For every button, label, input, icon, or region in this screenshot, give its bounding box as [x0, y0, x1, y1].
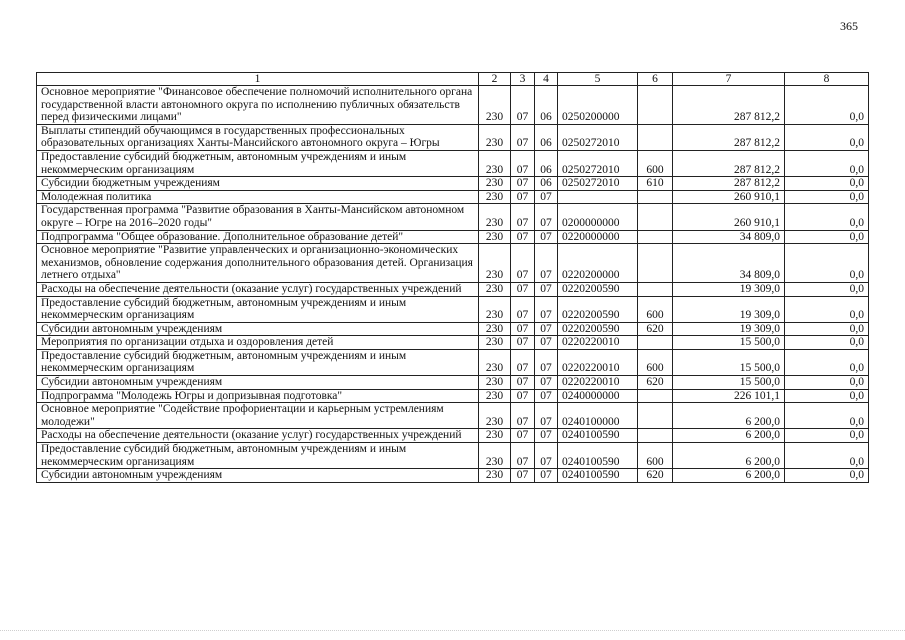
expense-type-cell: 600 [638, 150, 673, 176]
expense-type-cell: 600 [638, 296, 673, 322]
amount-2-cell: 0,0 [785, 429, 869, 443]
row-name-cell: Молодежная политика [37, 190, 479, 204]
row-name-cell: Предоставление субсидий бюджетным, автономным учреждениям и иным некоммерческим организациям [37, 150, 479, 176]
column-header: 1 [37, 73, 479, 86]
expense-type-cell: 620 [638, 322, 673, 336]
target-article-cell: 0220200590 [558, 282, 638, 296]
subsection-cell: 07 [535, 349, 558, 375]
section-cell: 07 [511, 443, 535, 469]
amount-2-cell: 0,0 [785, 124, 869, 150]
amount-cell: 19 309,0 [673, 296, 785, 322]
amount-2-cell: 0,0 [785, 204, 869, 230]
row-name-cell: Подпрограмма "Общее образование. Дополнительное образование детей" [37, 230, 479, 244]
expense-type-cell: 620 [638, 469, 673, 483]
admin-code-cell: 230 [479, 282, 511, 296]
amount-cell: 287 812,2 [673, 86, 785, 125]
target-article-cell: 0220200590 [558, 322, 638, 336]
column-header: 5 [558, 73, 638, 86]
section-cell: 07 [511, 282, 535, 296]
row-name-cell: Мероприятия по организации отдыха и оздоровления детей [37, 336, 479, 350]
section-cell: 07 [511, 376, 535, 390]
subsection-cell: 07 [535, 429, 558, 443]
table-row [37, 469, 869, 483]
admin-code-cell: 230 [479, 86, 511, 125]
target-article-cell: 0220000000 [558, 230, 638, 244]
admin-code-cell: 230 [479, 429, 511, 443]
amount-2-cell: 0,0 [785, 244, 869, 283]
target-article-cell: 0220220010 [558, 336, 638, 350]
expense-type-cell [638, 244, 673, 283]
amount-cell: 6 200,0 [673, 403, 785, 429]
column-header: 6 [638, 73, 673, 86]
section-cell: 07 [511, 322, 535, 336]
subsection-cell: 07 [535, 296, 558, 322]
column-header: 7 [673, 73, 785, 86]
row-name-cell: Государственная программа "Развитие образования в Ханты-Мансийском автономном округе – Югре на 2016–2020 годы" [37, 204, 479, 230]
amount-2-cell: 0,0 [785, 230, 869, 244]
subsection-cell: 06 [535, 124, 558, 150]
table-row [37, 190, 869, 204]
section-cell: 07 [511, 177, 535, 191]
section-cell: 07 [511, 190, 535, 204]
admin-code-cell: 230 [479, 190, 511, 204]
subsection-cell: 07 [535, 469, 558, 483]
section-cell: 07 [511, 296, 535, 322]
subsection-cell: 07 [535, 244, 558, 283]
amount-2-cell: 0,0 [785, 282, 869, 296]
amount-cell: 15 500,0 [673, 349, 785, 375]
section-cell: 07 [511, 403, 535, 429]
expense-type-cell [638, 86, 673, 125]
target-article-cell: 0240100590 [558, 469, 638, 483]
expense-type-cell: 600 [638, 349, 673, 375]
subsection-cell: 07 [535, 282, 558, 296]
amount-cell: 226 101,1 [673, 389, 785, 403]
section-cell: 07 [511, 86, 535, 125]
section-cell: 07 [511, 124, 535, 150]
column-header: 3 [511, 73, 535, 86]
expense-type-cell [638, 282, 673, 296]
column-header: 4 [535, 73, 558, 86]
expense-type-cell [638, 230, 673, 244]
row-name-cell: Предоставление субсидий бюджетным, автономным учреждениям и иным некоммерческим организациям [37, 349, 479, 375]
row-name-cell: Основное мероприятие "Финансовое обеспечение полномочий исполнительного органа государственной власти автономного округа по исполнению публичных обязательств перед физическими лицами" [37, 86, 479, 125]
section-cell: 07 [511, 244, 535, 283]
amount-2-cell: 0,0 [785, 86, 869, 125]
expense-type-cell [638, 389, 673, 403]
amount-cell: 260 910,1 [673, 190, 785, 204]
row-name-cell: Субсидии автономным учреждениям [37, 469, 479, 483]
target-article-cell: 0240100000 [558, 403, 638, 429]
expense-type-cell [638, 403, 673, 429]
admin-code-cell: 230 [479, 349, 511, 375]
table-row [37, 230, 869, 244]
admin-code-cell: 230 [479, 322, 511, 336]
target-article-cell: 0250272010 [558, 177, 638, 191]
amount-2-cell: 0,0 [785, 376, 869, 390]
admin-code-cell: 230 [479, 443, 511, 469]
target-article-cell [558, 190, 638, 204]
row-name-cell: Субсидии бюджетным учреждениям [37, 177, 479, 191]
table-row [37, 336, 869, 350]
amount-cell: 34 809,0 [673, 230, 785, 244]
expense-type-cell: 620 [638, 376, 673, 390]
table-row [37, 177, 869, 191]
expense-type-cell: 610 [638, 177, 673, 191]
row-name-cell: Предоставление субсидий бюджетным, автономным учреждениям и иным некоммерческим организациям [37, 443, 479, 469]
expense-type-cell [638, 124, 673, 150]
admin-code-cell: 230 [479, 376, 511, 390]
amount-2-cell: 0,0 [785, 296, 869, 322]
admin-code-cell: 230 [479, 177, 511, 191]
target-article-cell: 0250200000 [558, 86, 638, 125]
amount-cell: 15 500,0 [673, 336, 785, 350]
row-name-cell: Субсидии автономным учреждениям [37, 322, 479, 336]
amount-2-cell: 0,0 [785, 443, 869, 469]
expense-type-cell [638, 429, 673, 443]
subsection-cell: 07 [535, 336, 558, 350]
admin-code-cell: 230 [479, 204, 511, 230]
row-name-cell: Основное мероприятие "Содействие профориентации и карьерным устремлениям молодежи" [37, 403, 479, 429]
table-row [37, 244, 869, 283]
target-article-cell: 0220200590 [558, 296, 638, 322]
row-name-cell: Расходы на обеспечение деятельности (оказание услуг) государственных учреждений [37, 282, 479, 296]
target-article-cell: 0250272010 [558, 150, 638, 176]
amount-2-cell: 0,0 [785, 322, 869, 336]
amount-2-cell: 0,0 [785, 177, 869, 191]
target-article-cell: 0220220010 [558, 376, 638, 390]
table-row [37, 296, 869, 322]
column-header: 2 [479, 73, 511, 86]
row-name-cell: Субсидии автономным учреждениям [37, 376, 479, 390]
subsection-cell: 06 [535, 86, 558, 125]
target-article-cell: 0200000000 [558, 204, 638, 230]
target-article-cell: 0220200000 [558, 244, 638, 283]
admin-code-cell: 230 [479, 244, 511, 283]
subsection-cell: 06 [535, 150, 558, 176]
subsection-cell: 07 [535, 389, 558, 403]
expense-type-cell: 600 [638, 443, 673, 469]
page-number: 365 [840, 19, 858, 33]
table-row [37, 282, 869, 296]
row-name-cell: Расходы на обеспечение деятельности (оказание услуг) государственных учреждений [37, 429, 479, 443]
amount-cell: 15 500,0 [673, 376, 785, 390]
row-name-cell: Подпрограмма "Молодежь Югры и допризывная подготовка" [37, 389, 479, 403]
amount-cell: 287 812,2 [673, 124, 785, 150]
amount-cell: 6 200,0 [673, 443, 785, 469]
amount-cell: 260 910,1 [673, 204, 785, 230]
section-cell: 07 [511, 204, 535, 230]
amount-2-cell: 0,0 [785, 150, 869, 176]
amount-cell: 34 809,0 [673, 244, 785, 283]
table-row [37, 150, 869, 176]
table-row [37, 86, 869, 125]
subsection-cell: 06 [535, 177, 558, 191]
table-row [37, 349, 869, 375]
table-row [37, 389, 869, 403]
amount-cell: 19 309,0 [673, 322, 785, 336]
section-cell: 07 [511, 150, 535, 176]
admin-code-cell: 230 [479, 469, 511, 483]
section-cell: 07 [511, 349, 535, 375]
admin-code-cell: 230 [479, 230, 511, 244]
subsection-cell: 07 [535, 204, 558, 230]
expense-type-cell [638, 190, 673, 204]
amount-2-cell: 0,0 [785, 190, 869, 204]
table-row [37, 376, 869, 390]
budget-table [36, 72, 869, 483]
table-row [37, 322, 869, 336]
admin-code-cell: 230 [479, 124, 511, 150]
row-name-cell: Предоставление субсидий бюджетным, автономным учреждениям и иным некоммерческим организациям [37, 296, 479, 322]
target-article-cell: 0240100590 [558, 429, 638, 443]
section-cell: 07 [511, 336, 535, 350]
amount-cell: 6 200,0 [673, 469, 785, 483]
amount-2-cell: 0,0 [785, 403, 869, 429]
amount-2-cell: 0,0 [785, 469, 869, 483]
table-row [37, 124, 869, 150]
table-header-row [37, 73, 869, 86]
target-article-cell: 0250272010 [558, 124, 638, 150]
amount-cell: 19 309,0 [673, 282, 785, 296]
row-name-cell: Основное мероприятие "Развитие управленческих и организационно-экономических механизмов, обновление содержания дополнительного образования детей. Организация летнего отдыха" [37, 244, 479, 283]
table-row [37, 443, 869, 469]
amount-cell: 6 200,0 [673, 429, 785, 443]
section-cell: 07 [511, 469, 535, 483]
section-cell: 07 [511, 429, 535, 443]
amount-cell: 287 812,2 [673, 177, 785, 191]
section-cell: 07 [511, 230, 535, 244]
column-header: 8 [785, 73, 869, 86]
subsection-cell: 07 [535, 230, 558, 244]
subsection-cell: 07 [535, 190, 558, 204]
amount-2-cell: 0,0 [785, 336, 869, 350]
row-name-cell: Выплаты стипендий обучающимся в государственных профессиональных образовательных организациях Ханты-Мансийского автономного округа – Югры [37, 124, 479, 150]
target-article-cell: 0220220010 [558, 349, 638, 375]
admin-code-cell: 230 [479, 296, 511, 322]
table-row [37, 403, 869, 429]
table-row [37, 429, 869, 443]
expense-type-cell [638, 204, 673, 230]
expense-type-cell [638, 336, 673, 350]
scan-artifact-line [0, 630, 905, 632]
admin-code-cell: 230 [479, 150, 511, 176]
amount-cell: 287 812,2 [673, 150, 785, 176]
subsection-cell: 07 [535, 403, 558, 429]
section-cell: 07 [511, 389, 535, 403]
amount-2-cell: 0,0 [785, 389, 869, 403]
table-body [37, 86, 869, 483]
admin-code-cell: 230 [479, 389, 511, 403]
subsection-cell: 07 [535, 322, 558, 336]
subsection-cell: 07 [535, 443, 558, 469]
amount-2-cell: 0,0 [785, 349, 869, 375]
subsection-cell: 07 [535, 376, 558, 390]
admin-code-cell: 230 [479, 336, 511, 350]
admin-code-cell: 230 [479, 403, 511, 429]
target-article-cell: 0240100590 [558, 443, 638, 469]
target-article-cell: 0240000000 [558, 389, 638, 403]
table-row [37, 204, 869, 230]
